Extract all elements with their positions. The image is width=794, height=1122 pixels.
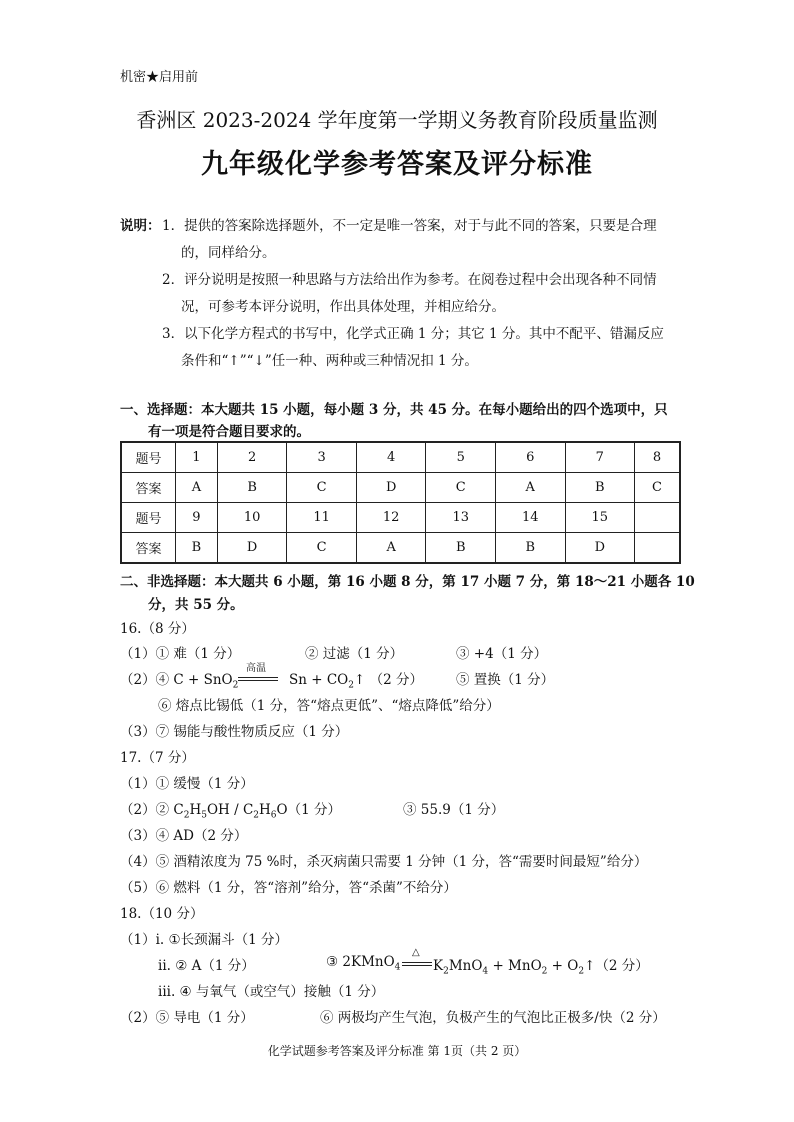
section2-heading-cont: 分，共 55 分。 [148,597,244,613]
q18-heading: 18.（10 分） [120,906,204,922]
table-cell: B [495,533,565,564]
q18-line2a: ii. ② A（1 分） [158,958,255,974]
table-cell: D [217,533,287,564]
table-cell: 14 [495,503,565,533]
table-cell [635,533,680,564]
q17-line4: （4）⑤ 酒精浓度为 75 %时，杀灭病菌只需要 1 分钟（1 分，答“需要时间最短”给分） [120,854,648,870]
section1-heading-cont: 有一项是符合题目要求的。 [148,424,310,440]
table-cell: 3 [287,442,357,473]
table-cell: B [217,473,287,503]
table-cell: 13 [426,503,496,533]
table-cell: 1 [176,442,218,473]
table-cell: 2 [217,442,287,473]
table-cell: C [287,533,357,564]
q17-line2a: （2）② $C_2H_5OH / C_2H_6O(1$ 分） [120,802,341,821]
note-3a: 3．以下化学方程式的书写中，化学式正确 1 分；其它 1 分。其中不配平、错漏反应 [162,326,664,342]
table-cell: 9 [176,503,218,533]
notes-label: 说明： [120,218,161,234]
heat-condition: △ [412,947,420,958]
q16-line3: ⑥ 熔点比锡低（1 分，答“熔点更低”、“熔点降低”给分） [158,698,500,714]
table-cell: 12 [356,503,426,533]
table-cell: 10 [217,503,287,533]
table-cell: 5 [426,442,496,473]
reaction-condition: 高温 [246,663,266,674]
q16-line4: （3）⑦ 锡能与酸性物质反应（1 分） [120,724,349,740]
table-cell: 题号 [121,503,176,533]
table-cell: 8 [635,442,680,473]
q18-line4b: ⑥ 两极均产生气泡，负极产生的气泡比正极多/快（2 分） [320,1010,666,1026]
equals-sign [238,680,278,681]
table-cell: A [176,473,218,503]
confidential-mark: 机密★启用前 [120,70,199,85]
table-cell: 7 [565,442,635,473]
q16-equation-left: （2）④ C + SnO$_2$ [120,672,239,691]
table-cell: 15 [565,503,635,533]
q18-equation-right: $K_2MnO_4 + MnO_2$ + $O_2↑(2$ 分） [433,958,649,977]
table-row [121,503,680,533]
table-cell: A [495,473,565,503]
exam-title: 香洲区 2023-2024 学年度第一学期义务教育阶段质量监测 [136,108,658,132]
note-1a: 1．提供的答案除选择题外，不一定是唯一答案，对于与此不同的答案，只要是合理 [162,218,657,234]
section2-heading: 二、非选择题：本大题共 6 小题，第 16 小题 8 分，第 17 小题 7 分，第 18～21 小题各 10 [120,574,695,590]
table-cell: B [565,473,635,503]
q17-heading: 17.（7 分） [120,750,195,766]
table-cell: D [565,533,635,564]
note-1b: 的，同样给分。 [181,245,276,261]
q17-line3: （3）④ AD（2 分） [120,828,248,844]
note-3b: 条件和“↑”“↓”任一种、两种或三种情况扣 1 分。 [181,353,478,369]
table-row [121,533,680,564]
q16-line2c: ⑤ 置换（1 分） [456,672,555,688]
answer-table [120,441,681,564]
q17-line2b: ③ 55.9（1 分） [403,802,505,818]
table-row [121,473,680,503]
q17-line5: （5）⑥ 燃料（1 分，答“溶剂”给分，答“杀菌”不给分） [120,880,457,896]
note-2a: 2．评分说明是按照一种思路与方法给出作为参考。在阅卷过程中会出现各种不同情 [162,272,657,288]
table-cell: 答案 [121,473,176,503]
q17-line1: （1）① 缓慢（1 分） [120,776,254,792]
table-cell: 题号 [121,442,176,473]
q16-line1c: ③ +4（1 分） [456,646,548,662]
equals-sign [402,962,432,963]
table-cell: C [635,473,680,503]
document-title: 九年级化学参考答案及评分标准 [201,149,593,180]
q18-line4a: （2）⑤ 导电（1 分） [120,1010,254,1026]
table-cell [635,503,680,533]
q18-line1: （1）i. ①长颈漏斗（1 分） [120,932,288,948]
q16-line1a: （1）① 难（1 分） [120,646,241,662]
table-cell: B [176,533,218,564]
note-2b: 况，可参考本评分说明，作出具体处理，并相应给分。 [181,299,505,315]
q18-line3: iii. ④ 与氧气（或空气）接触（1 分） [158,984,385,1000]
equals-sign [238,677,278,678]
table-cell: 答案 [121,533,176,564]
table-cell: 6 [495,442,565,473]
table-cell: D [356,473,426,503]
table-cell: C [287,473,357,503]
table-cell: A [356,533,426,564]
q16-line1b: ② 过滤（1 分） [305,646,404,662]
table-cell: 4 [356,442,426,473]
q18-equation-left: ③ 2KMnO$_4$ [326,954,401,973]
table-row [121,442,680,473]
section1-heading: 一、选择题：本大题共 15 小题，每小题 3 分，共 45 分。在每小题给出的四个选项中，只 [120,402,668,418]
table-cell: 11 [287,503,357,533]
table-cell: C [426,473,496,503]
q16-equation-right: $Sn + CO_2↑$ （2 分） [289,672,423,691]
q16-heading: 16.（8 分） [120,621,195,637]
page-footer: 化学试题参考答案及评分标准 第 1页（共 2 页） [267,1044,527,1058]
table-cell: B [426,533,496,564]
equals-sign [402,965,432,966]
